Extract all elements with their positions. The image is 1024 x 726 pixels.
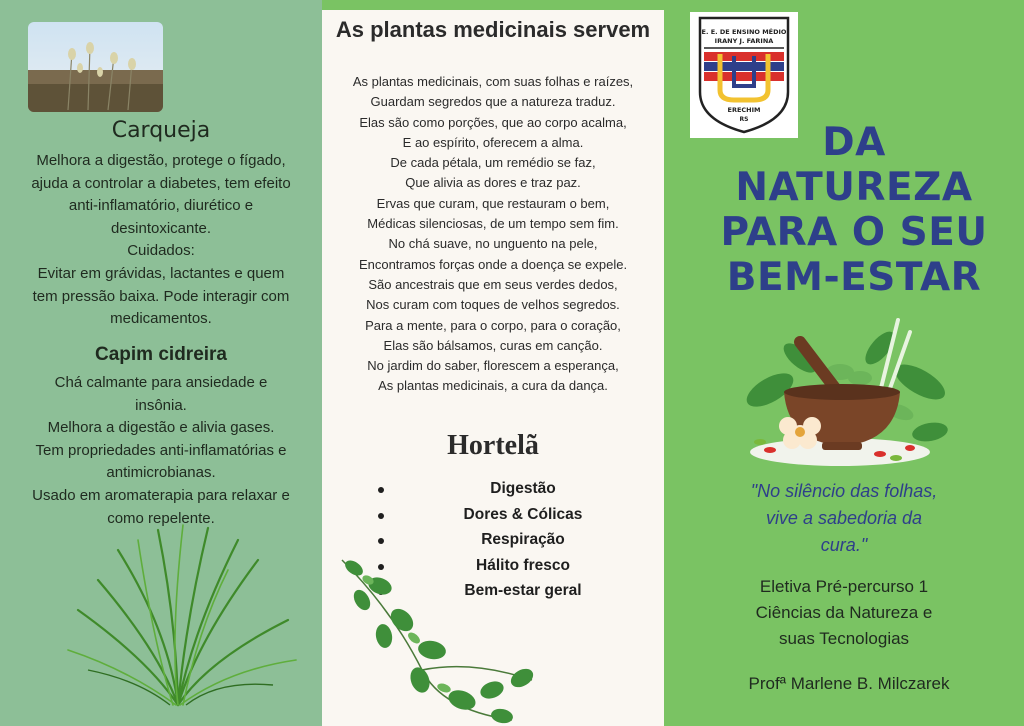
benefit-label: Hálito fresco <box>476 556 570 574</box>
benefit-label: Digestão <box>490 480 556 497</box>
poem-line: E ao espírito, oferecem a alma. <box>402 134 584 150</box>
logo-city: ERECHIM <box>727 106 761 114</box>
title-line: DA <box>822 120 886 165</box>
teacher-name: Profª Marlene B. Milczarek <box>748 674 950 693</box>
logo-top-text: E. E. DE ENSINO MÉDIO <box>701 28 787 36</box>
poem-line: Que alivia as dores e traz paz. <box>405 175 581 191</box>
title-line: PARA O SEU <box>720 210 988 255</box>
carqueja-care-label: Cuidados: <box>127 242 195 260</box>
quote-line: cura." <box>820 535 868 555</box>
carqueja-line: ajuda a controlar a diabetes, tem efeito <box>31 174 291 192</box>
mint-leaves-illustration <box>332 550 552 726</box>
carqueja-photo <box>28 22 163 112</box>
poem-line: Elas são bálsamos, curas em canção. <box>383 337 603 353</box>
poem-line: No chá suave, no unguento na pele, <box>388 236 598 252</box>
poem-line: Ervas que curam, que restauram o bem, <box>376 195 610 211</box>
poem-line: No jardim do saber, florescem a esperança, <box>367 358 619 374</box>
course-info <box>704 574 984 652</box>
capim-line: antimicrobianas. <box>106 464 216 482</box>
logo-state: RS <box>739 116 749 123</box>
poem-line: As plantas medicinais, a cura da dança. <box>378 378 608 394</box>
carqueja-description <box>10 150 312 331</box>
poem-line: Guardam segredos que a natureza traduz. <box>370 94 616 110</box>
bullet-icon <box>378 538 384 544</box>
course-line: Eletiva Pré-percurso 1 <box>759 577 929 596</box>
carqueja-title: Carqueja <box>111 118 211 143</box>
quote-line: "No silêncio das folhas, <box>750 481 938 501</box>
benefit-item <box>368 476 648 502</box>
bullet-icon <box>378 513 384 519</box>
capim-cidreira-description <box>10 372 312 530</box>
poem-line: De cada pétala, um remédio se faz, <box>390 155 596 171</box>
mortar-and-herbs-illustration <box>730 312 970 472</box>
poem-title: As plantas medicinais servem <box>335 17 651 42</box>
poem-line: Elas são como porções, que ao corpo acalma, <box>359 114 627 130</box>
benefit-item <box>368 502 648 528</box>
right-panel <box>664 0 1024 726</box>
carqueja-line: medicamentos. <box>110 310 212 328</box>
poem-line: São ancestrais que em seus verdes dedos, <box>368 276 618 292</box>
capim-line: Melhora a digestão e alivia gases. <box>47 419 275 437</box>
course-line: suas Tecnologias <box>778 629 910 648</box>
benefit-label: Dores & Cólicas <box>463 505 583 523</box>
poem <box>322 72 664 397</box>
poem-line: Médicas silenciosas, de um tempo sem fim. <box>367 216 619 232</box>
left-panel <box>0 0 322 726</box>
hortela-title: Hortelã <box>447 430 539 461</box>
carqueja-line: Evitar em grávidas, lactantes e quem <box>37 264 285 282</box>
poem-line: As plantas medicinais, com suas folhas e raízes, <box>352 74 634 89</box>
poem-line: Encontramos forças onde a doença se expele. <box>358 256 628 272</box>
title-line: BEM-ESTAR <box>726 255 982 300</box>
benefit-item <box>368 527 648 553</box>
course-line: Ciências da Natureza e <box>755 603 933 622</box>
capim-cidreira-title: Capim cidreira <box>95 344 227 365</box>
poem-line: Nos curam com toques de velhos segredos. <box>366 297 620 313</box>
carqueja-line: desintoxicante. <box>110 219 212 237</box>
quote-line: vive a sabedoria da <box>765 508 923 528</box>
poem-line: Para a mente, para o corpo, para o coração, <box>365 317 621 333</box>
title-line: NATUREZA <box>735 165 973 210</box>
carqueja-line: Melhora a digestão, protege o fígado, <box>36 152 286 169</box>
logo-school-name: IRANY J. FARINA <box>714 37 774 45</box>
capim-line: Tem propriedades anti-inflamatórias e <box>35 441 287 459</box>
middle-panel <box>322 0 664 726</box>
benefit-label: Respiração <box>481 531 565 548</box>
capim-line: insônia. <box>135 396 187 414</box>
brochure-title <box>704 120 1004 300</box>
bullet-icon <box>378 487 384 493</box>
capim-line: Usado em aromaterapia para relaxar e <box>32 486 290 504</box>
carqueja-line: anti-inflamatório, diurético e <box>68 197 254 215</box>
capim-line: como repelente. <box>107 509 215 527</box>
quote <box>714 478 974 559</box>
benefit-label: Bem-estar geral <box>464 582 582 599</box>
carqueja-line: tem pressão baixa. Pode interagir com <box>32 287 290 305</box>
capim-line: Chá calmante para ansiedade e <box>54 374 268 391</box>
lemongrass-illustration <box>58 520 298 710</box>
